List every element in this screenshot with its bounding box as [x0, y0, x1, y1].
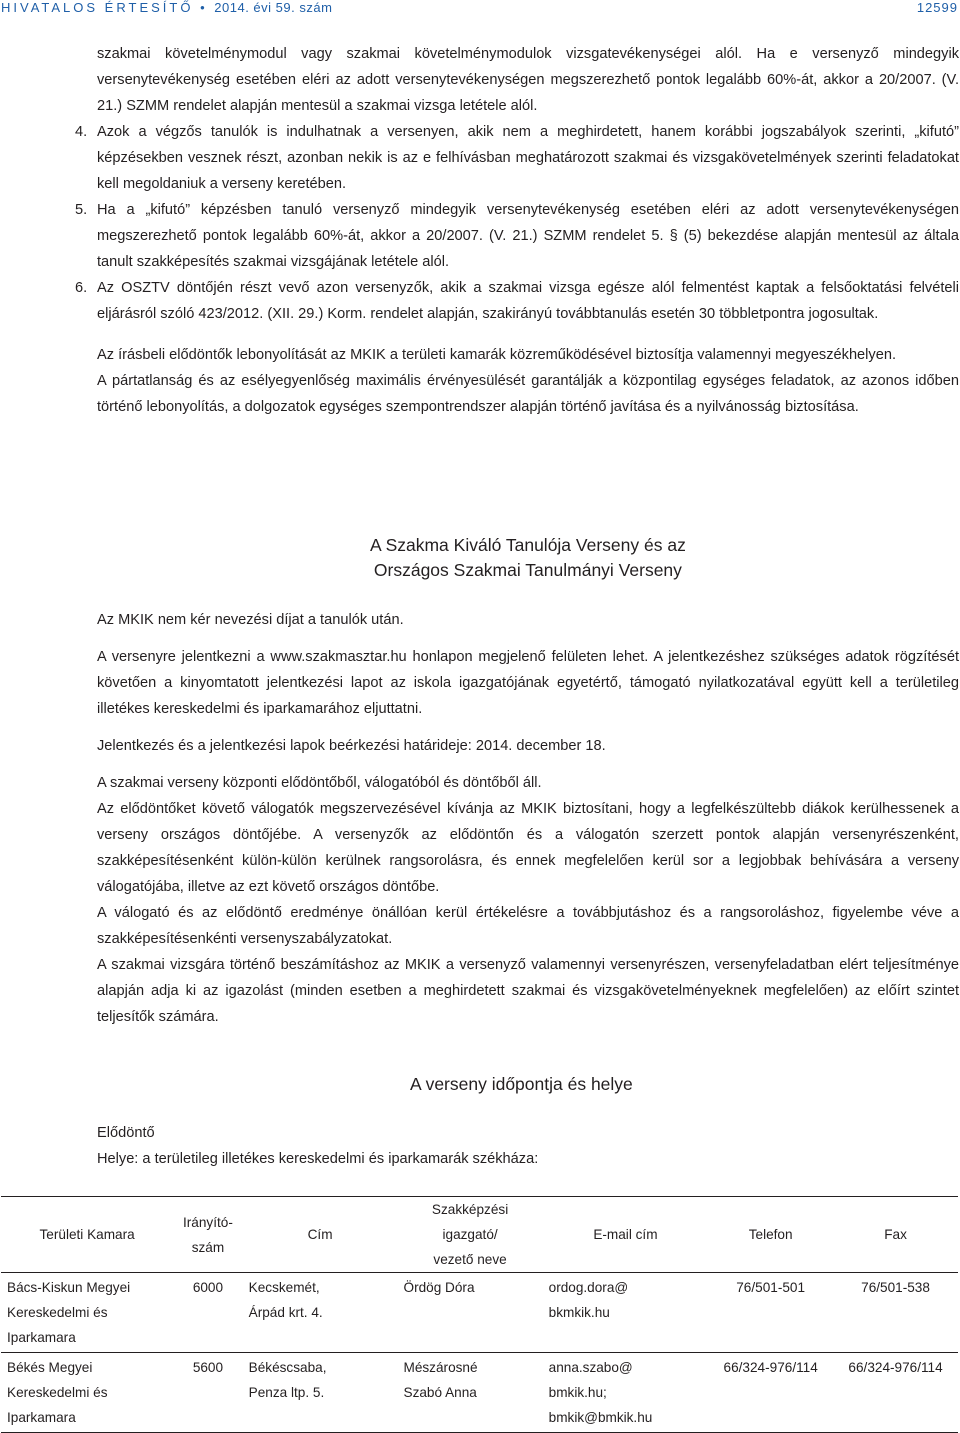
- item-text: Ha a „kifutó” képzésben tanuló versenyző mindegyik versenytevékenység esetében eléri az adott versenytevékenységen megszerezhető pontok legalább 60%-át, akkor a 20/2007. (V. 21.) SZMM rendelet 5. § (5) bekezdése alapján mentesül az általa tanult szakképesítés szakmai vizsgájának letétele alól.: [97, 202, 959, 270]
- section-title-competition: [370, 533, 686, 583]
- cell-director: [398, 1273, 543, 1353]
- cell-line: Ördög Dóra: [403, 1280, 475, 1295]
- cell-line: 66/324-976/114: [848, 1360, 943, 1375]
- cell-line: Békéscsaba,: [248, 1360, 327, 1375]
- cell-line: Iparkamara: [7, 1410, 76, 1425]
- cell-line: vezető neve: [433, 1252, 507, 1267]
- cell-line: Irányító-: [183, 1214, 233, 1230]
- cell-address: [243, 1353, 398, 1433]
- cell-line: 6000: [192, 1280, 224, 1295]
- cell-email: [543, 1353, 709, 1433]
- cell-line: Penza ltp. 5.: [248, 1385, 325, 1400]
- cell-line: anna.szabo@: [548, 1360, 633, 1375]
- cell-email: [543, 1273, 709, 1353]
- cell-line: Területi Kamara: [39, 1227, 135, 1242]
- cell-chamber: [1, 1273, 173, 1353]
- section-title-line-1: A Szakma Kiváló Tanulója Verseny és az: [370, 535, 686, 555]
- cell-postcode: [173, 1273, 242, 1353]
- structure-paragraph-1: A szakmai verseny központi elődöntőből, válogatóból és döntőből áll.: [97, 775, 542, 791]
- cell-line: igazgató/: [442, 1227, 498, 1242]
- table-row: [1, 1353, 958, 1433]
- col-header-chamber: [1, 1197, 173, 1273]
- cell-line: Kereskedelmi és: [7, 1385, 108, 1400]
- cell-line: bmkik.hu;: [548, 1385, 607, 1400]
- fee-paragraph: Az MKIK nem kér nevezési díjat a tanulók után.: [97, 612, 404, 628]
- table-row: [1, 1273, 958, 1353]
- cell-line: Szabó Anna: [403, 1385, 477, 1400]
- cell-chamber: [1, 1353, 173, 1433]
- location-label: Helye: a területileg illetékes kereskedelmi és iparkamarák székháza:: [97, 1151, 539, 1167]
- structure-paragraph-4: A szakmai vizsgára történő beszámításhoz az MKIK a versenyző valamennyi versenyrészen, versenyfeladatban elért teljesítménye alapján adja ki az igazolást (minden esetben a meghirdetett szakmai és vizsgakövetelményeknek megfelelően) az előírt szintet teljesítők számára.: [97, 957, 959, 1025]
- cell-line: Telefon: [748, 1227, 793, 1242]
- item-number: 4.: [75, 124, 88, 140]
- cell-line: Cím: [307, 1227, 333, 1242]
- cell-line: Kecskemét,: [248, 1280, 320, 1295]
- section-title-schedule: A verseny időpontja és helye: [410, 1074, 633, 1094]
- item-text: Az OSZTV döntőjén részt vevő azon versenyzők, akik a szakmai vizsga egésze alól felmentést kaptak a felsőoktatási felvételi eljárásról szóló 423/2012. (XII. 29.) Korm. rendelet alapján, szakirányú továbbtanulás esetén 30 többletpontra jogosultak.: [97, 280, 959, 322]
- item-text: Azok a végzős tanulók is indulhatnak a versenyen, akik nem a meghirdetett, hanem korábbi jogszabályok szerinti, „kifutó” képzésekben vesznek részt, azonban nekik is az e felhívásban meghatározott szakmai és vizsgakövetelmények szerinti feladatokat kell megoldaniuk a verseny keretében.: [97, 124, 959, 192]
- cell-line: bmkik@bmkik.hu: [548, 1410, 653, 1425]
- header-bullet: •: [200, 0, 208, 15]
- col-header-address: [243, 1197, 398, 1273]
- cell-line: Fax: [884, 1227, 907, 1242]
- cell-line: E-mail cím: [593, 1227, 658, 1242]
- item-number: 6.: [75, 280, 88, 296]
- cell-address: [243, 1273, 398, 1353]
- apply-paragraph: A versenyre jelentkezni a www.szakmasztar.hu honlapon megjelenő felületen lehet. A jelentkezéshez szükséges adatok rögzítését követően a kinyomtatott jelentkezési lapot az iskola igazgatójának egyetértő, támogató nyilatkozatával együtt kell a területileg illetékes kereskedelmi és iparkamarához eljuttatni.: [97, 649, 959, 717]
- list-item-4: [75, 119, 959, 197]
- cell-line: 76/501-501: [736, 1280, 806, 1295]
- col-header-director: [398, 1197, 543, 1273]
- journal-header: [1, 0, 332, 15]
- item-number: 5.: [75, 202, 88, 218]
- cell-line: bkmkik.hu: [548, 1305, 610, 1320]
- cell-line: 5600: [192, 1360, 224, 1375]
- cell-line: ordog.dora@: [548, 1280, 629, 1295]
- fairness-paragraph: A pártatlanság és az esélyegyenlőség maximális érvényesülését garantálják a központilag egységes feladatok, az azonos időben történő lebonyolítás, a dolgozatok egységes szempontrendszer alapján történő javítása és a nyilvánosság biztosítása.: [97, 373, 959, 415]
- cell-phone: [708, 1353, 833, 1433]
- cell-fax: [833, 1273, 958, 1353]
- cell-phone: [708, 1273, 833, 1353]
- cell-line: Békés Megyei: [7, 1360, 93, 1375]
- cell-line: szám: [191, 1239, 225, 1255]
- chambers-table: [1, 1196, 958, 1433]
- cell-line: Kereskedelmi és: [7, 1305, 108, 1320]
- cell-fax: [833, 1353, 958, 1433]
- journal-name: HIVATALOS ÉRTESÍTŐ: [1, 0, 194, 15]
- cell-line: Árpád krt. 4.: [248, 1305, 323, 1320]
- page-header: [0, 0, 960, 20]
- list-item-5: [75, 197, 959, 275]
- col-header-email: [543, 1197, 709, 1273]
- cell-line: Iparkamara: [7, 1330, 76, 1345]
- application-section: [97, 607, 959, 1030]
- section-title-line-2: Országos Szakmai Tanulmányi Verseny: [373, 560, 682, 580]
- structure-paragraph-2: Az elődöntőket követő válogatók megszervezésével kívánja az MKIK biztosítani, hogy a legfelkészültebb diákok kerülhessenek a verseny országos döntőjébe. A versenyzők az elődöntőn és a válogatón szerzett pontok alapján versenyrészenként, szakképesítésenként külön-külön kerülnek rangsorolásra, és ennek megfelelően kerül sor a legjobbak behívására a verseny válogatójába, illetve az ezt követő országos döntőbe.: [97, 801, 959, 895]
- cell-line: Bács-Kiskun Megyei: [7, 1280, 131, 1295]
- year-issue: 2014. évi 59. szám: [214, 0, 333, 15]
- cell-line: Szakképzési: [431, 1202, 509, 1217]
- cell-director: [398, 1353, 543, 1433]
- written-rounds-paragraph: Az írásbeli elődöntők lebonyolítását az MKIK a területi kamarák közreműködésével biztosítja valamennyi megyeszékhelyen.: [97, 347, 897, 363]
- structure-paragraph-3: A válogató és az elődöntő eredménye önállóan kerül értékelésre a továbbjutáshoz és a rangsoroláshoz, figyelembe véve a szakképesítésenkénti versenyszabályzatokat.: [97, 905, 959, 947]
- cell-postcode: [173, 1353, 242, 1433]
- page-number: 12599: [916, 0, 958, 15]
- location-section: [97, 1120, 959, 1172]
- round-label: Elődöntő: [97, 1125, 155, 1141]
- intro-paragraph: szakmai követelménymodul vagy szakmai követelménymodulok vizsgatevékenységei alól. Ha e versenyző mindegyik versenytevékenység esetében eléri az adott versenytevékenységen megszerezhető pontok legalább 60%-át, akkor a 20/2007. (V. 21.) SZMM rendelet alapján mentesül a szakmai vizsga letétele alól.: [97, 46, 959, 114]
- table-header-row: [1, 1197, 958, 1273]
- main-content: [75, 41, 959, 420]
- col-header-phone: [708, 1197, 833, 1273]
- cell-line: 76/501-538: [861, 1280, 930, 1295]
- cell-line: 66/324-976/114: [723, 1360, 818, 1375]
- col-header-fax: [833, 1197, 958, 1273]
- cell-line: Mészárosné: [403, 1360, 478, 1375]
- col-header-postcode: [173, 1197, 242, 1273]
- list-item-6: [75, 275, 959, 327]
- deadline-paragraph: Jelentkezés és a jelentkezési lapok beérkezési határideje: 2014. december 18.: [97, 738, 606, 754]
